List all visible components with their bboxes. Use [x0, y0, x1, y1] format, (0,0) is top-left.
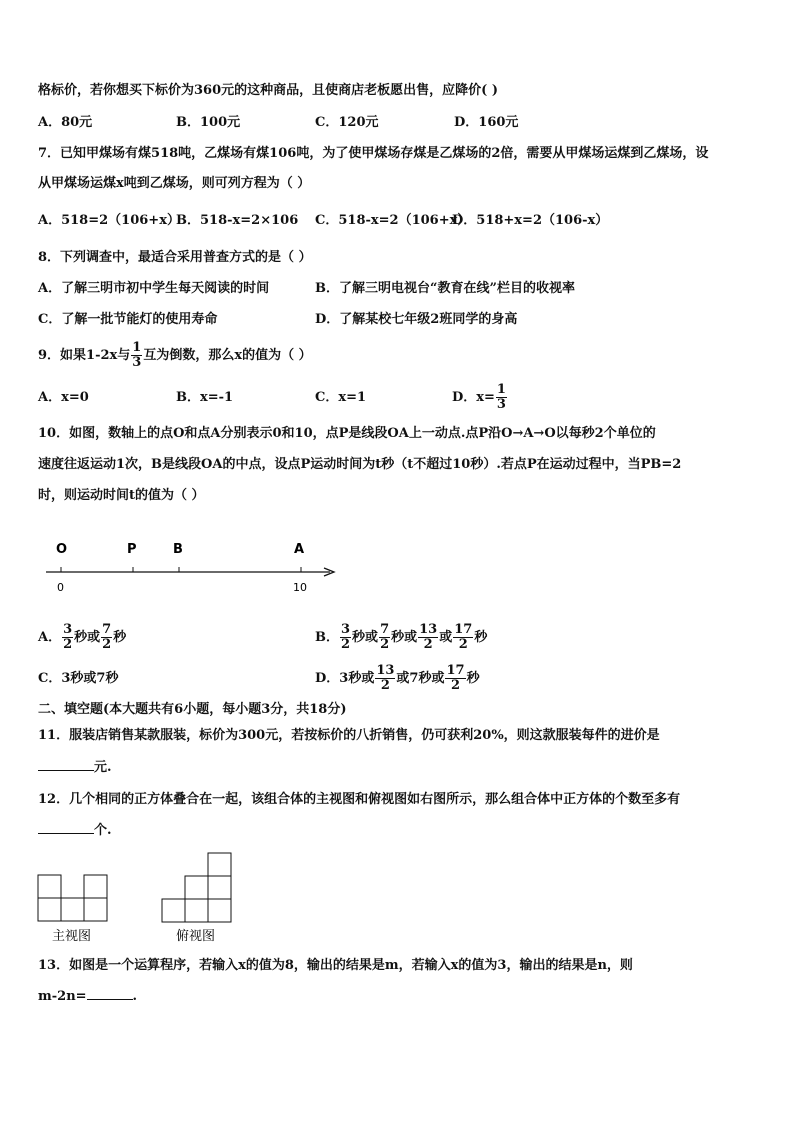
q7-option-d: D．518+x=2（106-x）	[452, 213, 609, 228]
q10-stem-line1: 10．如图，数轴上的点O和点A分别表示0和10，点P是线段OA上一动点.点P沿O→A→O以每秒2个单位的	[38, 426, 656, 441]
fraction-denominator: 2	[380, 678, 390, 693]
q13-answer-line	[38, 988, 137, 1006]
q10-option-a	[38, 620, 126, 656]
q7-option-c: C．518-x=2（106+x）	[315, 213, 471, 228]
q12-answer-line	[38, 822, 112, 840]
fraction-denominator: 3	[132, 355, 142, 370]
fraction	[379, 623, 390, 652]
q9-fraction	[131, 341, 142, 370]
q9-stem-pre: 9．如果1-2x与	[38, 348, 131, 363]
front-cube-top-left	[38, 875, 61, 898]
fraction-numerator: 3	[341, 622, 351, 637]
q13-expression: m-2n=	[38, 989, 87, 1004]
fraction-numerator: 1	[132, 340, 142, 355]
q7-option-a: A．518=2（106+x）	[38, 213, 180, 228]
q8-option-c: C．了解一批节能灯的使用寿命	[38, 312, 218, 327]
q11-stem: 11．服装店销售某款服装，标价为300元，若按标价的八折销售，仍可获利20%，则这款服装每件的进价是	[38, 728, 660, 743]
top-view-label: 俯视图	[176, 929, 216, 944]
option-text: 或	[439, 630, 453, 645]
q8-option-a: A．了解三明市初中学生每天阅读的时间	[38, 281, 270, 296]
front-view-label: 主视图	[52, 929, 92, 944]
q9-option-b: B．x=-1	[176, 390, 234, 405]
fraction	[101, 623, 112, 652]
front-cube-bottom-left	[38, 898, 61, 921]
option-label: B．	[315, 630, 339, 645]
q8-option-d: D．了解某校七年级2班同学的身高	[315, 312, 518, 327]
fraction-denominator: 3	[496, 397, 506, 412]
option-text: 秒或	[74, 630, 101, 645]
q13-period: .	[132, 989, 138, 1004]
q9-option-c: C．x=1	[315, 390, 367, 405]
front-cube-bottom-right	[84, 898, 107, 921]
top-cell-r3c	[208, 899, 231, 922]
q6-option-d: D．160元	[454, 115, 519, 130]
option-text: 秒或	[391, 630, 418, 645]
fraction	[445, 664, 465, 693]
option-label: A．	[38, 630, 62, 645]
q6-stem: 格标价，若你想买下标价为360元的这种商品，且使商店老板愿出售，应降价( )	[38, 83, 498, 98]
top-cell-r1	[208, 853, 231, 876]
tick-label-10: 10	[293, 581, 307, 594]
fraction-denominator: 2	[458, 637, 468, 652]
fraction	[375, 664, 395, 693]
answer-blank[interactable]	[38, 833, 94, 834]
number-line-figure	[40, 535, 350, 597]
tick-label-0: 0	[57, 581, 64, 594]
top-cell-r2b	[208, 876, 231, 899]
top-cell-r2a	[185, 876, 208, 899]
q8-option-b: B．了解三明电视台“教育在线”栏目的收视率	[315, 281, 575, 296]
fraction-numerator: 7	[380, 622, 390, 637]
fraction-numerator: 3	[63, 622, 73, 637]
point-label-p: P	[127, 542, 137, 557]
section-heading-fill-in: 二、填空题(本大题共有6小题，每小题3分，共18分)	[38, 702, 347, 717]
fraction-numerator: 13	[376, 663, 395, 678]
q11-answer-line	[38, 759, 112, 777]
option-text: 或7秒或	[396, 671, 445, 686]
front-view-figure	[36, 872, 112, 944]
q6-option-b: B．100元	[176, 115, 241, 130]
q6-option-c: C．120元	[315, 115, 379, 130]
q9-option-d-fraction	[496, 383, 507, 412]
q7-option-b: B．518-x=2×106	[176, 213, 299, 228]
q9-stem-post: 互为倒数，那么x的值为（ ）	[143, 348, 312, 363]
option-text: 秒或	[352, 630, 379, 645]
option-text: 秒	[113, 630, 127, 645]
fraction-denominator: 2	[102, 637, 112, 652]
q10-option-c: C．3秒或7秒	[38, 671, 119, 686]
fraction-denominator: 2	[450, 678, 461, 693]
option-text: 秒	[466, 671, 480, 686]
q9-option-a: A．x=0	[38, 390, 89, 405]
fraction	[453, 623, 473, 652]
q10-stem-line3: 时，则运动时间t的值为（ ）	[38, 488, 205, 503]
q10-stem-line2: 速度往返运动1次，B是线段OA的中点，设点P运动时间为t秒（t不超过10秒）.若点P在运动过程中，当PB=2	[38, 457, 682, 472]
q10-option-b	[315, 620, 487, 656]
top-cell-r3a	[162, 899, 185, 922]
fraction	[418, 623, 438, 652]
fraction-numerator: 7	[102, 622, 112, 637]
q9-option-d	[452, 380, 508, 416]
fraction-numerator: 17	[446, 663, 465, 678]
q6-option-a: A．80元	[38, 115, 93, 130]
fraction-denominator: 2	[63, 637, 73, 652]
q7-stem-line1: 7．已知甲煤场有煤518吨，乙煤场有煤106吨，为了使甲煤场存煤是乙煤场的2倍，需要从甲煤场运煤到乙煤场，设	[38, 146, 709, 161]
q7-stem-line2: 从甲煤场运煤x吨到乙煤场，则可列方程为（ ）	[38, 176, 311, 191]
q9-stem	[38, 340, 312, 372]
option-text: 秒	[474, 630, 488, 645]
q10-option-d	[315, 661, 480, 697]
point-label-a: A	[294, 542, 305, 557]
top-cell-r3b	[185, 899, 208, 922]
top-view-figure	[160, 852, 240, 944]
point-label-o: O	[56, 542, 68, 557]
fraction	[62, 623, 73, 652]
q12-stem: 12．几个相同的正方体叠合在一起，该组合体的主视图和俯视图如右图所示，那么组合体中正方体的个数至多有	[38, 792, 681, 807]
q13-stem: 13．如图是一个运算程序，若输入x的值为8，输出的结果是m，若输入x的值为3，输出的结果是n，则	[38, 958, 633, 973]
fraction-denominator: 2	[380, 637, 390, 652]
front-cube-bottom-middle	[61, 898, 84, 921]
q12-unit: 个.	[94, 823, 112, 838]
fraction-denominator: 2	[341, 637, 351, 652]
fraction-denominator: 2	[423, 637, 433, 652]
fraction	[340, 623, 351, 652]
fraction-numerator: 17	[454, 622, 473, 637]
point-label-b: B	[173, 542, 183, 557]
fraction-numerator: 1	[496, 382, 506, 397]
q9-option-d-label: D．x=	[452, 390, 495, 405]
q11-unit: 元.	[94, 760, 112, 775]
q8-stem: 8．下列调查中，最适合采用普查方式的是（ ）	[38, 250, 312, 265]
fraction-numerator: 13	[419, 622, 438, 637]
answer-blank[interactable]	[38, 770, 94, 771]
answer-blank[interactable]	[87, 999, 133, 1000]
option-label: D．3秒或	[315, 671, 375, 686]
front-cube-top-right	[84, 875, 107, 898]
